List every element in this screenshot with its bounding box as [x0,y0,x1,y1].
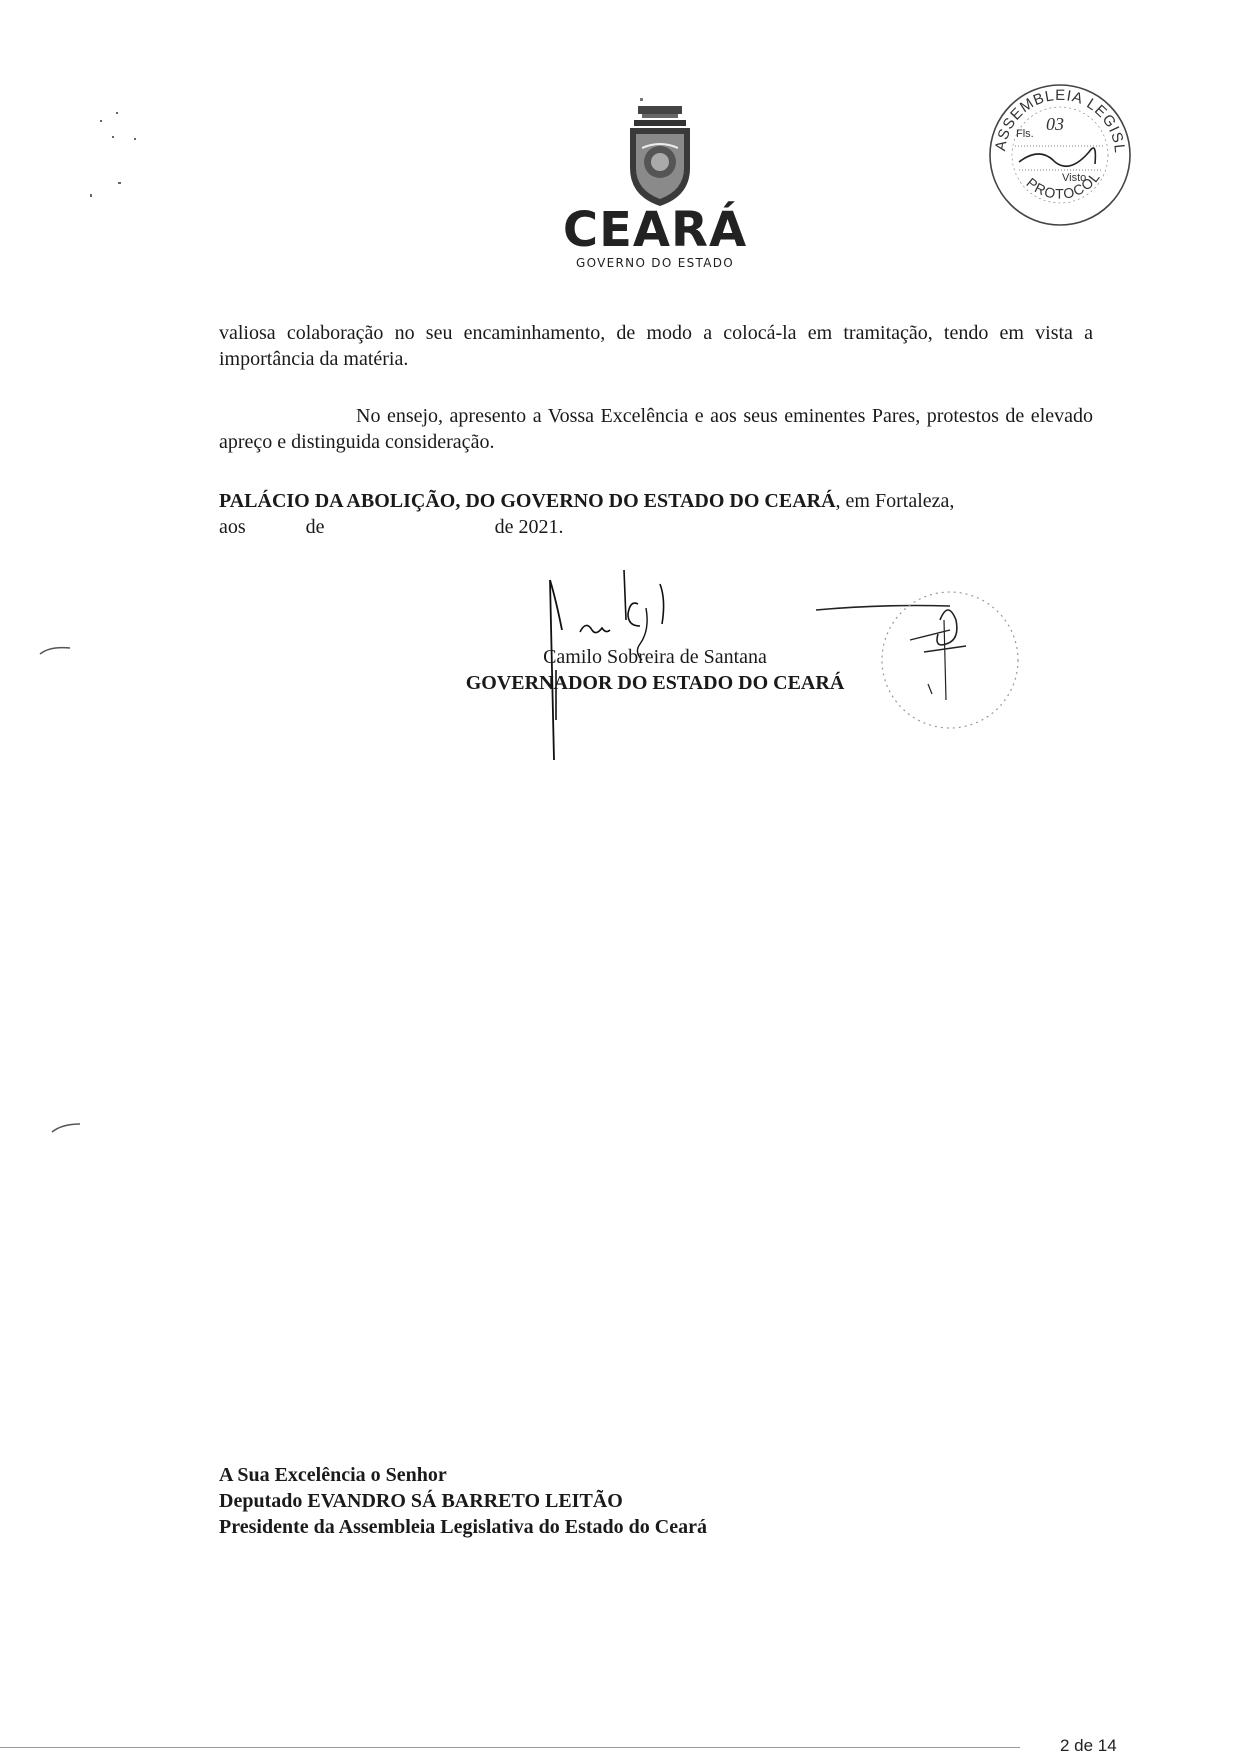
scan-artifact [100,120,102,122]
scan-artifact [90,194,92,197]
stamp-folio-label: Fls. [1016,128,1034,140]
state-crest-logo [620,104,700,208]
city-text: , em Fortaleza, [835,490,955,512]
date-de-1: de [305,516,325,538]
handwritten-signature [520,560,1040,780]
brand-subtitle: GOVERNO DO ESTADO [576,256,734,270]
scan-artifact [640,98,643,101]
protocol-stamp [985,80,1135,230]
footer-rule [0,1747,1020,1748]
scan-artifact [118,182,121,184]
signer-name: Camilo Sobreira de Santana [543,646,767,668]
date-de-year: de 2021. [494,516,564,538]
scan-artifact [116,112,118,114]
stamp-folio-number: 03 [1046,114,1064,134]
brand-name: CEARÁ [562,202,748,258]
body-paragraph-1: valiosa colaboração no seu encaminhamento, de modo a colocá-la em tramitação, tendo em vista a importância da matéria. [219,322,1093,370]
scan-artifact [112,136,114,138]
page-number: 2 de 14 [1060,1736,1117,1755]
date-aos: aos [219,516,246,538]
scan-artifact [36,640,76,660]
stamp-visto-label: Visto [1062,172,1087,184]
date-line [219,514,563,540]
stamp-bottom-text: PROTOCOL [1023,168,1104,202]
recipient-position: Presidente da Assembleia Legislativa do Estado do Ceará [219,1516,707,1538]
closing-place-line [219,488,1093,514]
palace-name: PALÁCIO DA ABOLIÇÃO, DO GOVERNO DO ESTADO DO CEARÁ [219,490,836,512]
scan-artifact [134,138,136,140]
body-paragraph-2: No ensejo, apresento a Vossa Excelência e aos seus eminentes Pares, protestos de elevado apreço e distinguida consideração. [219,405,1093,453]
recipient-name: Deputado EVANDRO SÁ BARRETO LEITÃO [219,1490,623,1512]
recipient-salutation: A Sua Excelência o Senhor [219,1464,447,1486]
scan-artifact [48,1118,88,1138]
stamp-ring-text: ASSEMBLEIA LEGISL [992,86,1129,155]
signer-title: GOVERNADOR DO ESTADO DO CEARÁ [465,672,845,694]
